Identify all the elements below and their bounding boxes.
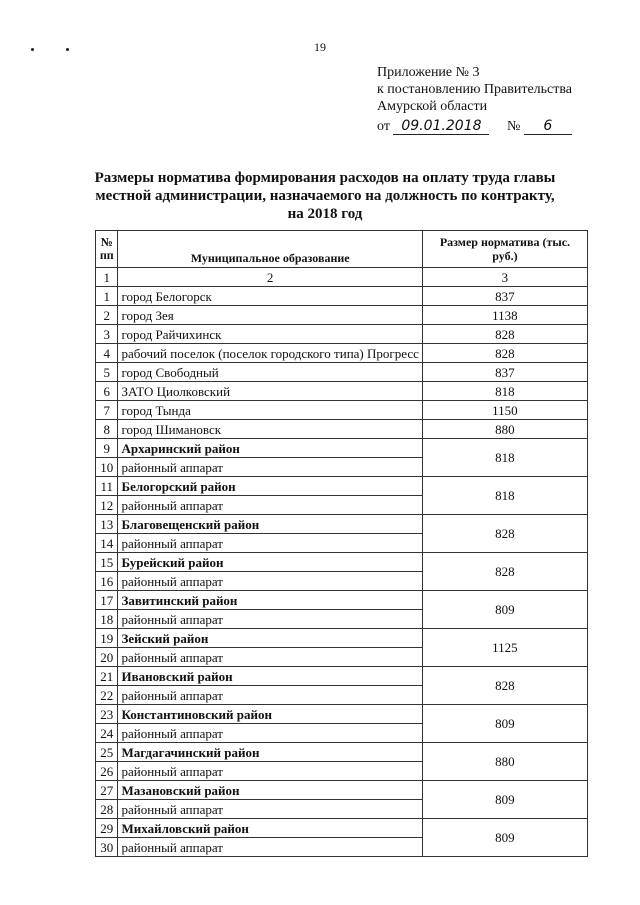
subrow-name: районный аппарат bbox=[118, 762, 422, 781]
header-num-symbol: № bbox=[100, 235, 113, 249]
row-value: 809 bbox=[422, 819, 587, 857]
district-row bbox=[96, 515, 588, 534]
subrow-name: районный аппарат bbox=[118, 800, 422, 819]
row-value: 809 bbox=[422, 705, 587, 743]
handwritten-number: 6 bbox=[524, 118, 572, 135]
subrow-name: районный аппарат bbox=[118, 838, 422, 857]
table-row bbox=[96, 363, 588, 382]
column-numbers-row bbox=[96, 268, 588, 287]
appendix-line-resolution: к постановлению Правительства bbox=[377, 82, 573, 97]
header-value: Размер норматива (тыс. руб.) bbox=[422, 231, 587, 268]
subrow-name: районный аппарат bbox=[118, 458, 422, 477]
row-number: 5 bbox=[96, 363, 118, 382]
district-name: Архаринский район bbox=[118, 439, 422, 458]
row-number: 11 bbox=[96, 477, 118, 496]
row-number: 16 bbox=[96, 572, 118, 591]
district-name: Зейский район bbox=[118, 629, 422, 648]
appendix-block bbox=[377, 64, 572, 135]
district-row bbox=[96, 553, 588, 572]
row-name: город Шимановск bbox=[118, 420, 422, 439]
row-number: 26 bbox=[96, 762, 118, 781]
row-value: 809 bbox=[422, 591, 587, 629]
appendix-date-line bbox=[377, 118, 572, 135]
row-value: 828 bbox=[422, 553, 587, 591]
row-number: 15 bbox=[96, 553, 118, 572]
row-number: 21 bbox=[96, 667, 118, 686]
row-value: 818 bbox=[422, 439, 587, 477]
row-value: 828 bbox=[422, 344, 587, 363]
row-name: город Белогорск bbox=[118, 287, 422, 306]
row-number: 12 bbox=[96, 496, 118, 515]
table-row bbox=[96, 382, 588, 401]
row-number: 29 bbox=[96, 819, 118, 838]
table-row bbox=[96, 325, 588, 344]
document-title: Размеры норматива формирования расходов на оплату труда главы местной администрации, назначаемого на должность по контракту, на 2018 год bbox=[94, 170, 556, 222]
appendix-line-region: Амурской области bbox=[377, 99, 488, 114]
row-number: 28 bbox=[96, 800, 118, 819]
district-row bbox=[96, 705, 588, 724]
col-number: 2 bbox=[118, 268, 422, 287]
row-number: 6 bbox=[96, 382, 118, 401]
row-value: 1150 bbox=[422, 401, 587, 420]
district-row bbox=[96, 819, 588, 838]
row-number: 7 bbox=[96, 401, 118, 420]
header-name: Муниципальное образование bbox=[118, 231, 422, 268]
header-num-abbr: пп bbox=[99, 248, 114, 262]
page-number: 19 bbox=[314, 40, 326, 54]
row-name: город Зея bbox=[118, 306, 422, 325]
district-row bbox=[96, 781, 588, 800]
appendix-title: Приложение № 3 bbox=[377, 65, 480, 80]
col-number: 3 bbox=[422, 268, 587, 287]
district-row bbox=[96, 629, 588, 648]
col-number: 1 bbox=[96, 268, 118, 287]
row-number: 8 bbox=[96, 420, 118, 439]
row-number: 13 bbox=[96, 515, 118, 534]
row-value: 828 bbox=[422, 667, 587, 705]
row-value: 1138 bbox=[422, 306, 587, 325]
row-number: 3 bbox=[96, 325, 118, 344]
district-name: Магдагачинский район bbox=[118, 743, 422, 762]
date-prefix: от bbox=[377, 119, 390, 134]
row-name: ЗАТО Циолковский bbox=[118, 382, 422, 401]
table-header-row bbox=[96, 231, 588, 268]
row-number: 23 bbox=[96, 705, 118, 724]
row-number: 30 bbox=[96, 838, 118, 857]
table-row bbox=[96, 420, 588, 439]
row-value: 818 bbox=[422, 477, 587, 515]
district-name: Ивановский район bbox=[118, 667, 422, 686]
row-number: 22 bbox=[96, 686, 118, 705]
row-value: 880 bbox=[422, 420, 587, 439]
subrow-name: районный аппарат bbox=[118, 534, 422, 553]
row-number: 18 bbox=[96, 610, 118, 629]
district-name: Константиновский район bbox=[118, 705, 422, 724]
table-row bbox=[96, 306, 588, 325]
subrow-name: районный аппарат bbox=[118, 686, 422, 705]
district-name: Белогорский район bbox=[118, 477, 422, 496]
row-number: 27 bbox=[96, 781, 118, 800]
row-number: 20 bbox=[96, 648, 118, 667]
district-name: Мазановский район bbox=[118, 781, 422, 800]
row-value: 837 bbox=[422, 287, 587, 306]
row-number: 19 bbox=[96, 629, 118, 648]
table-row bbox=[96, 344, 588, 363]
row-name: город Тында bbox=[118, 401, 422, 420]
district-row bbox=[96, 591, 588, 610]
row-name: рабочий поселок (поселок городского типа) Прогресс bbox=[118, 344, 422, 363]
row-number: 25 bbox=[96, 743, 118, 762]
subrow-name: районный аппарат bbox=[118, 648, 422, 667]
header-num bbox=[96, 231, 118, 268]
row-number: 2 bbox=[96, 306, 118, 325]
subrow-name: районный аппарат bbox=[118, 724, 422, 743]
row-value: 809 bbox=[422, 781, 587, 819]
row-number: 17 bbox=[96, 591, 118, 610]
district-row bbox=[96, 743, 588, 762]
district-name: Завитинский район bbox=[118, 591, 422, 610]
district-name: Благовещенский район bbox=[118, 515, 422, 534]
row-number: 4 bbox=[96, 344, 118, 363]
row-number: 1 bbox=[96, 287, 118, 306]
row-name: город Райчихинск bbox=[118, 325, 422, 344]
subrow-name: районный аппарат bbox=[118, 610, 422, 629]
row-number: 10 bbox=[96, 458, 118, 477]
row-value: 1125 bbox=[422, 629, 587, 667]
row-value: 828 bbox=[422, 515, 587, 553]
subrow-name: районный аппарат bbox=[118, 572, 422, 591]
table-row bbox=[96, 287, 588, 306]
row-value: 880 bbox=[422, 743, 587, 781]
row-value: 828 bbox=[422, 325, 587, 344]
district-name: Бурейский район bbox=[118, 553, 422, 572]
district-row bbox=[96, 477, 588, 496]
row-name: город Свободный bbox=[118, 363, 422, 382]
district-row bbox=[96, 439, 588, 458]
row-number: 14 bbox=[96, 534, 118, 553]
district-row bbox=[96, 667, 588, 686]
row-value: 837 bbox=[422, 363, 587, 382]
subrow-name: районный аппарат bbox=[118, 496, 422, 515]
district-name: Михайловский район bbox=[118, 819, 422, 838]
norms-table bbox=[95, 230, 588, 857]
row-number: 24 bbox=[96, 724, 118, 743]
handwritten-date: 09.01.2018 bbox=[393, 118, 489, 135]
number-prefix: № bbox=[506, 119, 521, 134]
row-number: 9 bbox=[96, 439, 118, 458]
table-row bbox=[96, 401, 588, 420]
row-value: 818 bbox=[422, 382, 587, 401]
